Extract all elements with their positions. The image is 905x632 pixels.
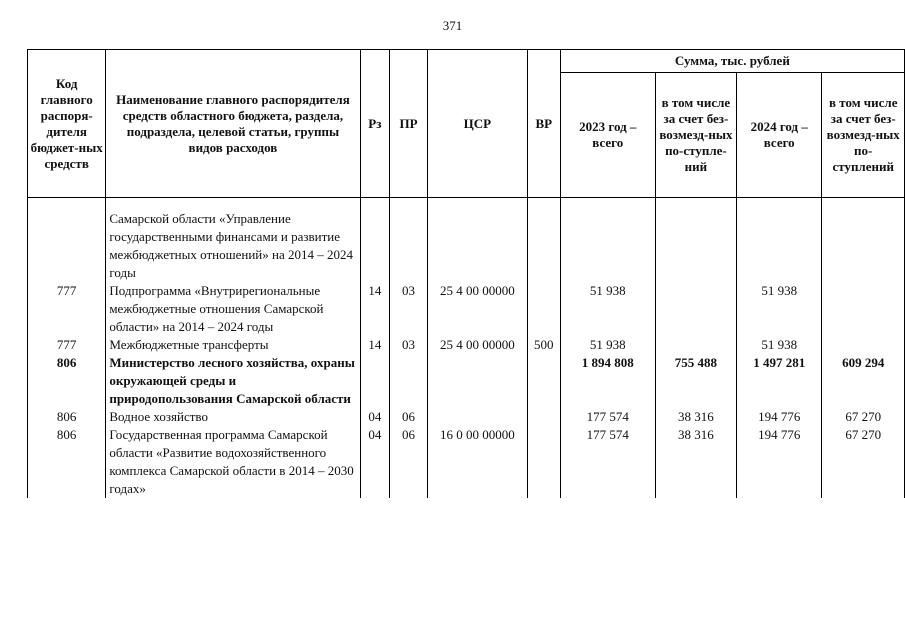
row-rz (360, 354, 390, 408)
row-csr (427, 354, 527, 408)
row-rz: 14 (360, 282, 390, 336)
header-rz: Рз (360, 50, 390, 198)
row-pr (390, 210, 428, 282)
row-2024-total (736, 210, 821, 282)
row-vr (527, 408, 560, 426)
table-row (28, 336, 905, 354)
row-2024-total: 51 938 (736, 282, 821, 336)
row-name: Подпрограмма «Внутрирегиональные межбюджетные отношения Самарской области» на 2014 – 2024 годы (106, 282, 360, 336)
row-vr (527, 354, 560, 408)
table-row (28, 408, 905, 426)
header-pr: ПР (390, 50, 428, 198)
row-name: Межбюджетные трансферты (106, 336, 360, 354)
row-2024-total: 194 776 (736, 408, 821, 426)
table-row (28, 210, 905, 282)
header-2023-total: 2023 год – всего (560, 73, 655, 198)
header-csr: ЦСР (427, 50, 527, 198)
row-code: 806 (28, 408, 106, 426)
row-code: 806 (28, 426, 106, 498)
row-pr: 03 (390, 336, 428, 354)
row-2023-total: 51 938 (560, 282, 655, 336)
header-sum: Сумма, тыс. рублей (560, 50, 904, 73)
row-name: Самарской области «Управление государственными финансами и развитие межбюджетных отношений» на 2014 – 2024 годы (106, 210, 360, 282)
row-rz: 04 (360, 408, 390, 426)
row-rz: 14 (360, 336, 390, 354)
header-2023-free: в том числе за счет без-возмезд-ных по-ступле-ний (655, 73, 736, 198)
row-2024-free: 609 294 (822, 354, 905, 408)
row-2023-total: 177 574 (560, 408, 655, 426)
row-code: 777 (28, 336, 106, 354)
row-2023-free: 38 316 (655, 408, 736, 426)
header-vr: ВР (527, 50, 560, 198)
row-csr: 16 0 00 00000 (427, 426, 527, 498)
header-code: Код главного распоря-дителя бюджет-ных средств (28, 50, 106, 198)
row-2023-free (655, 210, 736, 282)
row-rz (360, 210, 390, 282)
table-row (28, 426, 905, 498)
header-2024-total: 2024 год – всего (736, 73, 821, 198)
row-2023-free (655, 336, 736, 354)
row-vr (527, 426, 560, 498)
row-2023-total: 177 574 (560, 426, 655, 498)
row-name: Водное хозяйство (106, 408, 360, 426)
row-code: 806 (28, 354, 106, 408)
row-vr (527, 210, 560, 282)
row-2023-free (655, 282, 736, 336)
row-2024-total: 194 776 (736, 426, 821, 498)
row-code: 777 (28, 282, 106, 336)
row-vr: 500 (527, 336, 560, 354)
row-2024-free (822, 336, 905, 354)
row-csr: 25 4 00 00000 (427, 336, 527, 354)
row-2023-free: 38 316 (655, 426, 736, 498)
row-2023-total: 1 894 808 (560, 354, 655, 408)
row-2023-total: 51 938 (560, 336, 655, 354)
row-2024-total: 1 497 281 (736, 354, 821, 408)
row-2024-free (822, 210, 905, 282)
row-2024-free (822, 282, 905, 336)
row-name: Министерство лесного хозяйства, охраны окружающей среды и природопользования Самарской области (106, 354, 360, 408)
row-pr (390, 354, 428, 408)
row-2023-free: 755 488 (655, 354, 736, 408)
row-csr (427, 210, 527, 282)
row-vr (527, 282, 560, 336)
row-csr: 25 4 00 00000 (427, 282, 527, 336)
row-pr: 03 (390, 282, 428, 336)
budget-table (27, 49, 905, 498)
row-rz: 04 (360, 426, 390, 498)
row-code (28, 210, 106, 282)
table-row (28, 354, 905, 408)
row-csr (427, 408, 527, 426)
row-2023-total (560, 210, 655, 282)
row-2024-total: 51 938 (736, 336, 821, 354)
row-2024-free: 67 270 (822, 408, 905, 426)
page-number: 371 (442, 18, 463, 33)
row-name: Государственная программа Самарской области «Развитие водохозяйственного комплекса Самарской области в 2014 – 2030 годах» (106, 426, 360, 498)
row-pr: 06 (390, 408, 428, 426)
table-row (28, 282, 905, 336)
row-2024-free: 67 270 (822, 426, 905, 498)
row-pr: 06 (390, 426, 428, 498)
header-2024-free: в том числе за счет без-возмезд-ных по-ступлений (822, 73, 905, 198)
header-name: Наименование главного распорядителя средств областного бюджета, раздела, подраздела, целевой статьи, группы видов расходов (106, 50, 360, 198)
